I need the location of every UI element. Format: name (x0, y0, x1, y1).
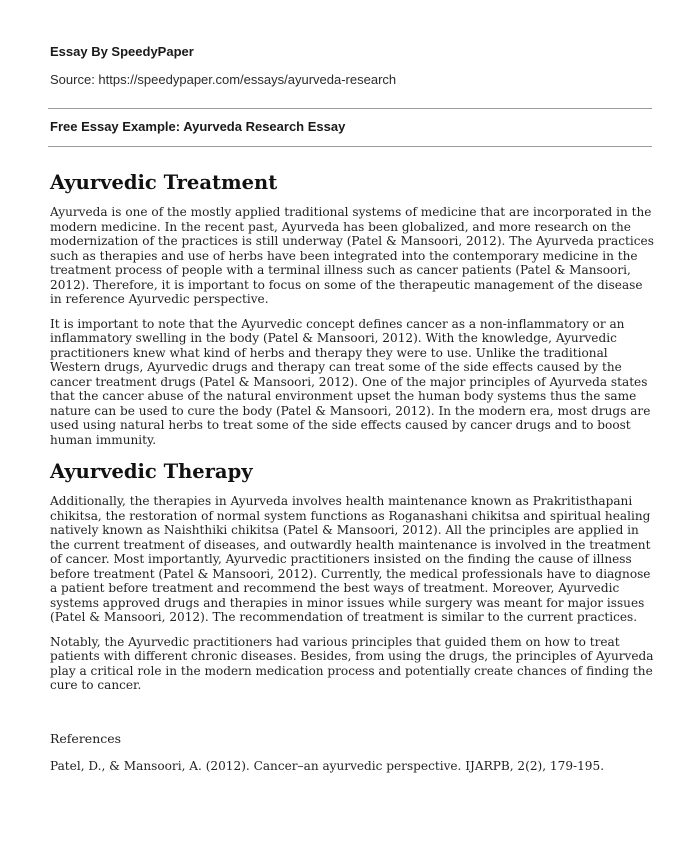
section-heading-therapy: Ayurvedic Therapy (50, 460, 253, 483)
paragraph: Additionally, the therapies in Ayurveda involves health maintenance known as Prakritisthapani chikitsa, the restoration of normal system functions as Roganashani chikitsa and spiritual healing natively known as Naishthiki chikitsa (Patel & Mansoori, 2012). All the principles are applied in the current treatment of diseases, and outwardly health maintenance is involved in the treatment of cancer. Most importantly, Ayurvedic practitioners insisted on the finding the cause of illness before treatment (Patel & Mansoori, 2012). Currently, the medical professionals have to diagnose a patient before treatment and recommend the best ways of treatment. Moreover, Ayurvedic systems approved drugs and therapies in minor issues while surgery was meant for major issues (Patel & Mansoori, 2012). The recommendation of treatment is similar to the current practices. (50, 494, 651, 624)
paragraph: Notably, the Ayurvedic practitioners had various principles that guided them on how to treat patients with different chronic diseases. Besides, from using the drugs, the principles of Ayurveda play a critical role in the modern medication process and potentially create chances of finding the cure to cancer. (50, 634, 654, 692)
top-divider (48, 108, 652, 109)
section-heading-treatment: Ayurvedic Treatment (50, 171, 278, 194)
header-brand: Essay By SpeedyPaper (50, 44, 194, 59)
paragraph: It is important to note that the Ayurvedic concept defines cancer as a non-inflammatory or an inflammatory swelling in the body (Patel & Mansoori, 2012). With the knowledge, Ayurvedic practitioners knew what kind of herbs and therapy they were to use. Unlike the traditional Western drugs, Ayurvedic drugs and therapy can treat some of the side effects caused by the cancer treatment drugs (Patel & Mansoori, 2012). One of the major principles of Ayurveda states that the cancer abuse of the natural environment upset the human body systems thus the same nature can be used to cure the body (Patel & Mansoori, 2012). In the modern era, most drugs are used using natural herbs to treat some of the side effects caused by cancer drugs and to boost human immunity. (50, 316, 651, 447)
essay-label: Free Essay Example: Ayurveda Research Essay (50, 119, 346, 134)
paragraph: Ayurveda is one of the mostly applied traditional systems of medicine that are incorporated in the modern medicine. In the recent past, Ayurveda has been globalized, and more research on the modernization of the practices is still underway (Patel & Mansoori, 2012). The Ayurveda practices such as therapies and use of herbs have been integrated into the contemporary medicine in the treatment process of people with a terminal illness such as cancer patients (Patel & Mansoori, 2012). Therefore, it is important to focus on some of the therapeutic management of the disease in reference Ayurvedic perspective. (50, 205, 654, 306)
references-heading: References (50, 731, 122, 746)
header-source: Source: https://speedypaper.com/essays/ayurveda-research (50, 72, 397, 87)
reference-entry: Patel, D., & Mansoori, A. (2012). Cancer–an ayurvedic perspective. IJARPB, 2(2), 179-195. (50, 759, 605, 773)
header-divider (48, 146, 652, 147)
essay-body (50, 168, 656, 703)
